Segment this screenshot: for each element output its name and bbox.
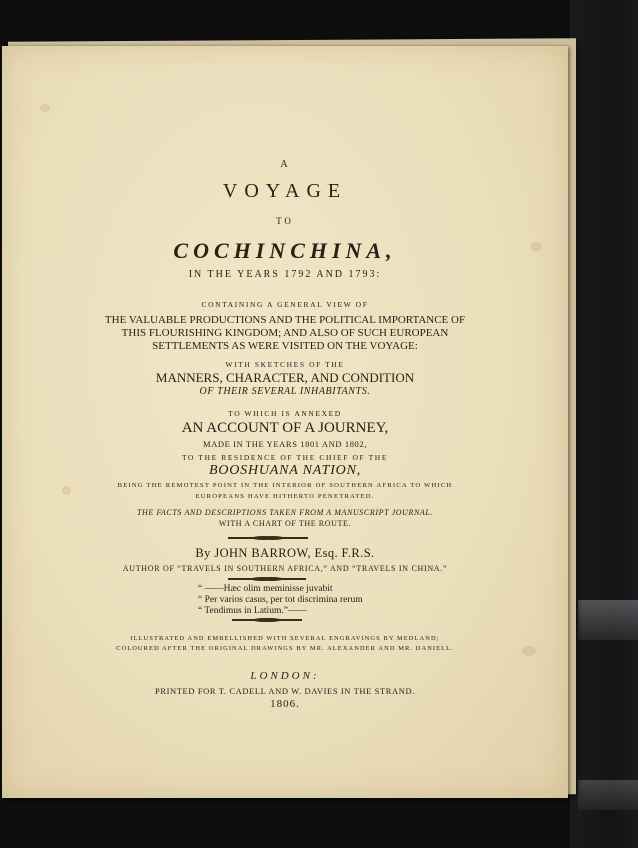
text-manners: MANNERS, CHARACTER, AND CONDITION (155, 370, 415, 385)
text-containing: CONTAINING A GENERAL VIEW OF (201, 300, 369, 309)
title-to: TO (276, 216, 294, 226)
text-desc-line1: THE VALUABLE PRODUCTIONS AND THE POLITICAL IMPORTANCE OF (104, 314, 466, 326)
text-printed: PRINTED FOR T. CADELL AND W. DAVIES IN THE STRAND. (155, 686, 415, 696)
text-city: LONDON: (250, 670, 320, 682)
text-desc-line3: SETTLEMENTS AS WERE VISITED ON THE VOYAGE: (152, 340, 418, 352)
text-illustrated: ILLUSTRATED AND EMBELLISHED WITH SEVERAL ENGRAVINGS BY MEDLAND; (130, 635, 440, 642)
text-motto-3: “ Tendimus in Latium.”—— (198, 606, 307, 616)
foxing-spot (40, 104, 50, 112)
background-shelf-lower (578, 780, 638, 810)
text-author-of: AUTHOR OF “TRAVELS IN SOUTHERN AFRICA,” AND “TRAVELS IN CHINA.” (122, 564, 448, 573)
text-account: AN ACCOUNT OF A JOURNEY, (181, 420, 389, 436)
ornamental-rule (232, 619, 302, 621)
text-sketches: WITH SKETCHES OF THE (225, 360, 345, 369)
background-right (570, 0, 638, 848)
text-europeans: EUROPEANS HAVE HITHERTO PENETRATED. (195, 493, 375, 500)
title-article: A (280, 159, 290, 170)
background-shelf (578, 600, 638, 640)
text-motto-2: “ Per varios casus, per tot discrimina rerum (198, 595, 363, 605)
text-annexed: TO WHICH IS ANNEXED (228, 409, 342, 418)
text-chart: WITH A CHART OF THE ROUTE. (218, 519, 352, 528)
text-desc-line2: THIS FLOURISHING KINGDOM; AND ALSO OF SUCH EUROPEAN (121, 327, 449, 339)
text-author: By JOHN BARROW, Esq. F.R.S. (195, 546, 375, 560)
title-destination: COCHINCHINA, (173, 238, 397, 263)
title-years: IN THE YEARS 1792 AND 1793: (188, 269, 382, 280)
text-motto-1: “ ——Hæc olim meminisse juvabit (198, 584, 333, 594)
text-made-years: MADE IN THE YEARS 1801 AND 1802, (203, 439, 367, 449)
text-facts: THE FACTS AND DESCRIPTIONS TAKEN FROM A MANUSCRIPT JOURNAL. (136, 508, 434, 517)
text-year: 1806. (270, 698, 300, 710)
text-residence: TO THE RESIDENCE OF THE CHIEF OF THE (181, 453, 388, 462)
ornamental-rule (228, 578, 306, 580)
title-page (2, 46, 568, 798)
text-nation: BOOSHUANA NATION, (208, 463, 362, 478)
text-coloured: COLOURED AFTER THE ORIGINAL DRAWINGS BY MR. ALEXANDER AND MR. DANIELL. (116, 645, 454, 652)
text-inhabitants: OF THEIR SEVERAL INHABITANTS. (199, 386, 371, 397)
text-remotest: BEING THE REMOTEST POINT IN THE INTERIOR OF SOUTHERN AFRICA TO WHICH (117, 482, 453, 489)
ornamental-rule (228, 537, 308, 539)
title-voyage: VOYAGE (222, 180, 348, 202)
